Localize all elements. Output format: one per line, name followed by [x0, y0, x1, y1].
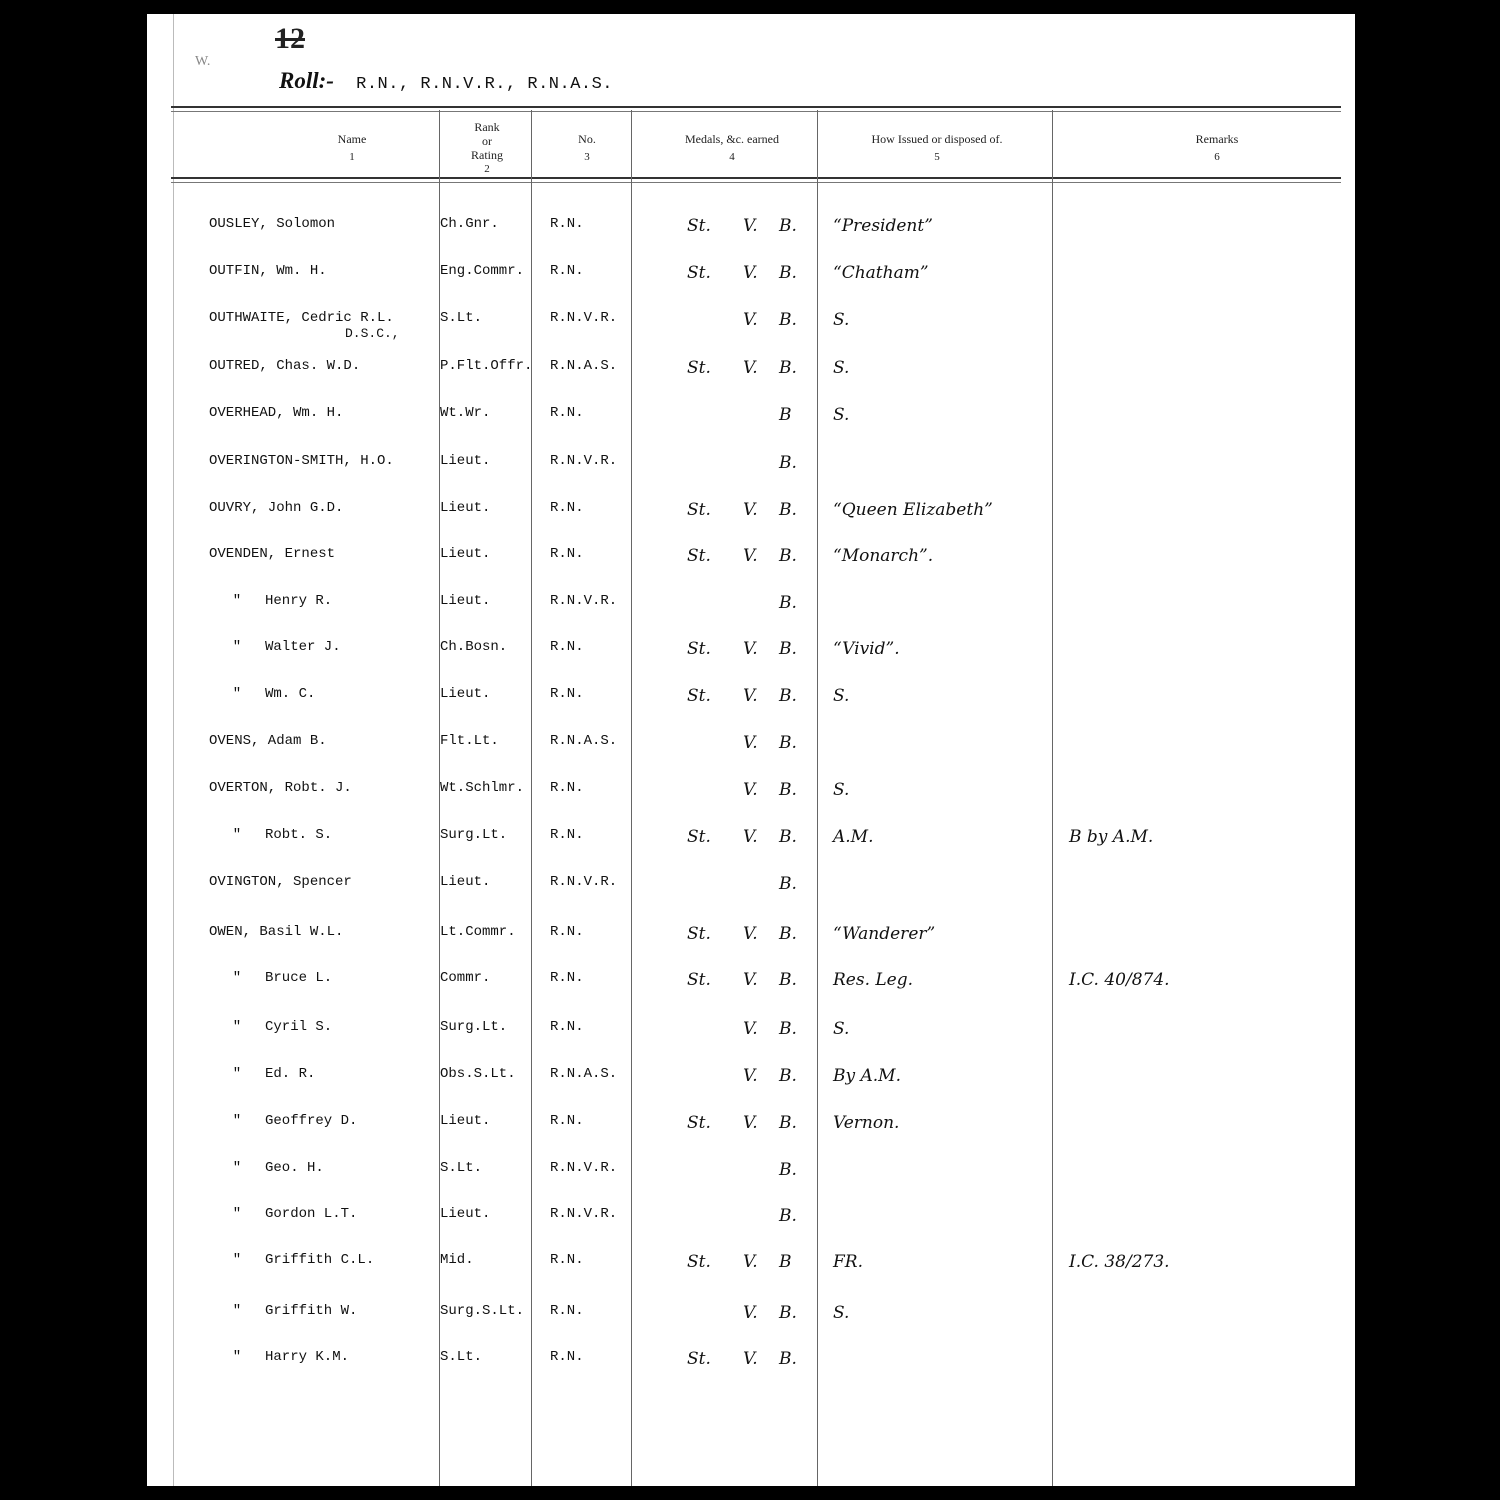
entry-name [209, 1206, 357, 1222]
medal-star: St. [687, 500, 711, 520]
entry-rank: Surg.Lt. [440, 827, 508, 843]
name-text: OWEN, Basil W.L. [209, 924, 344, 940]
entry-name [209, 500, 343, 516]
medal-star: St. [687, 924, 711, 944]
medal-star: St. [687, 686, 711, 706]
medal-british-war: B. [779, 453, 797, 473]
medal-british-war: B. [779, 263, 797, 283]
entry-name [209, 924, 343, 940]
entry-name [209, 263, 327, 279]
ditto-mark: " [232, 1252, 242, 1268]
entry-service: R.N. [550, 263, 584, 279]
header-top-rule-2 [171, 111, 1341, 112]
entry-issued: S. [833, 358, 850, 378]
entry-rank: Lieut. [440, 686, 491, 702]
medal-victory: V. [743, 1303, 758, 1323]
name-text: OVERHEAD, Wm. H. [209, 405, 344, 421]
medal-victory: V. [743, 546, 758, 566]
medal-victory: V. [743, 1252, 758, 1272]
medal-british-war: B. [779, 1160, 797, 1180]
medal-star: St. [687, 1349, 711, 1369]
name-text: OVERINGTON-SMITH, H.O. [209, 453, 394, 469]
medal-star: St. [687, 1252, 711, 1272]
entry-service: R.N. [550, 827, 584, 843]
entry-rank: Flt.Lt. [440, 733, 499, 749]
medal-british-war: B. [779, 874, 797, 894]
column-header-remarks: Remarks 6 [1195, 132, 1239, 163]
entry-service: R.N.V.R. [550, 310, 618, 326]
entry-rank: Ch.Bosn. [440, 639, 508, 655]
entry-name [209, 405, 343, 421]
entry-service: R.N.V.R. [550, 1160, 618, 1176]
column-header-name: Name 1 [337, 132, 367, 163]
ditto-mark: " [232, 639, 242, 655]
name-text: Wm. C. [265, 686, 316, 702]
name-text: OVINGTON, Spencer [209, 874, 352, 890]
entry-name [209, 780, 352, 796]
header-top-rule [171, 106, 1341, 108]
entry-name [209, 593, 332, 609]
table-row [147, 924, 1355, 954]
roll-heading [279, 68, 613, 94]
entry-name [209, 1303, 357, 1319]
ditto-mark: " [232, 827, 242, 843]
medal-victory: V. [743, 1066, 758, 1086]
entry-service: R.N. [550, 924, 584, 940]
medal-british-war: B. [779, 500, 797, 520]
name-text: OUVRY, John G.D. [209, 500, 344, 516]
medal-british-war: B. [779, 216, 797, 236]
entry-name [209, 733, 327, 749]
name-text: OUTFIN, Wm. H. [209, 263, 327, 279]
table-row [147, 1160, 1355, 1190]
name-text: Griffith W. [265, 1303, 358, 1319]
corner-mark: W. [195, 54, 211, 69]
entry-service: R.N. [550, 1113, 584, 1129]
entry-rank: Lieut. [440, 593, 491, 609]
table-row [147, 358, 1355, 388]
medal-star: St. [687, 546, 711, 566]
entry-name [209, 1113, 357, 1129]
ditto-mark: " [232, 1349, 242, 1365]
table-row [147, 453, 1355, 483]
entry-name [209, 639, 341, 655]
medal-british-war: B. [779, 733, 797, 753]
entry-rank: S.Lt. [440, 1349, 483, 1365]
table-row [147, 874, 1355, 904]
medal-british-war: B. [779, 1113, 797, 1133]
table-row [147, 970, 1355, 1000]
entry-name [209, 1349, 349, 1365]
entry-issued: S. [833, 1303, 850, 1323]
entry-issued: “Wanderer” [833, 924, 936, 944]
table-row [147, 1303, 1355, 1333]
entry-name [209, 216, 335, 232]
entry-service: R.N.A.S. [550, 1066, 618, 1082]
table-row [147, 500, 1355, 530]
table-row [147, 1252, 1355, 1282]
table-row [147, 263, 1355, 293]
entry-issued: Res. Leg. [833, 970, 914, 990]
medal-british-war: B. [779, 827, 797, 847]
medal-victory: V. [743, 500, 758, 520]
ditto-mark: " [232, 1113, 242, 1129]
entry-name [209, 827, 332, 843]
table-row [147, 733, 1355, 763]
entry-name [209, 874, 352, 890]
entry-rank: Mid. [440, 1252, 474, 1268]
entry-name [209, 970, 332, 986]
medal-victory: V. [743, 924, 758, 944]
column-header-rank: Rank or Rating 2 [471, 120, 503, 175]
table-row [147, 1206, 1355, 1236]
entry-rank: P.Flt.Offr. [440, 358, 533, 374]
entry-rank: Wt.Wr. [440, 405, 491, 421]
entry-rank: Surg.S.Lt. [440, 1303, 525, 1319]
medal-british-war: B. [779, 546, 797, 566]
medal-victory: V. [743, 827, 758, 847]
column-header-issued: How Issued or disposed of. 5 [871, 132, 1003, 163]
entry-service: R.N. [550, 500, 584, 516]
entry-service: R.N. [550, 216, 584, 232]
entry-name [209, 686, 315, 702]
entry-rank: Ch.Gnr. [440, 216, 499, 232]
entry-name [209, 453, 394, 469]
medal-british-war: B. [779, 1066, 797, 1086]
entry-service: R.N. [550, 1019, 584, 1035]
ditto-mark: " [232, 686, 242, 702]
entry-issued: “Chatham” [833, 263, 929, 283]
entry-issued: Vernon. [833, 1113, 900, 1133]
entry-name [209, 358, 360, 374]
entry-issued: “Queen Elizabeth” [833, 500, 993, 520]
medal-victory: V. [743, 1349, 758, 1369]
name-text: Geoffrey D. [265, 1113, 358, 1129]
table-row [147, 639, 1355, 669]
medal-british-war: B. [779, 780, 797, 800]
name-text: OVERTON, Robt. J. [209, 780, 352, 796]
table-row [147, 310, 1355, 340]
medal-star: St. [687, 358, 711, 378]
roll-sheet [147, 14, 1355, 1486]
entry-issued: S. [833, 405, 850, 425]
medal-british-war: B. [779, 924, 797, 944]
table-row [147, 405, 1355, 435]
medal-british-war: B. [779, 639, 797, 659]
name-text: OUSLEY, Solomon [209, 216, 336, 232]
entry-service: R.N.A.S. [550, 358, 618, 374]
medal-british-war: B. [779, 1303, 797, 1323]
medal-star: St. [687, 827, 711, 847]
medal-victory: V. [743, 1113, 758, 1133]
header-bottom-rule [171, 177, 1341, 179]
entry-rank: Lieut. [440, 546, 491, 562]
name-text: Walter J. [265, 639, 341, 655]
entry-service: R.N.V.R. [550, 1206, 618, 1222]
entry-issued: By A.M. [833, 1066, 901, 1086]
table-row [147, 1019, 1355, 1049]
medal-british-war: B. [779, 358, 797, 378]
page-number: 12 [275, 22, 305, 55]
entry-name [209, 1019, 332, 1035]
entry-rank: S.Lt. [440, 1160, 483, 1176]
header-bottom-rule-2 [171, 182, 1341, 183]
entry-service: R.N.V.R. [550, 453, 618, 469]
entry-service: R.N.V.R. [550, 874, 618, 890]
entry-service: R.N. [550, 1252, 584, 1268]
entry-issued: S. [833, 310, 850, 330]
medal-victory: V. [743, 216, 758, 236]
entry-rank: Lt.Commr. [440, 924, 516, 940]
medal-victory: V. [743, 263, 758, 283]
medal-british-war: B. [779, 970, 797, 990]
roll-value: R.N., R.N.V.R., R.N.A.S. [356, 75, 613, 94]
name-text: Griffith C.L. [265, 1252, 375, 1268]
name-text: Gordon L.T. [265, 1206, 358, 1222]
table-row [147, 593, 1355, 623]
medal-victory: V. [743, 686, 758, 706]
medal-victory: V. [743, 733, 758, 753]
entry-name [209, 1252, 374, 1268]
table-row [147, 1113, 1355, 1143]
medal-star: St. [687, 263, 711, 283]
name-text: Cyril S. [265, 1019, 333, 1035]
ditto-mark: " [232, 1160, 242, 1176]
column-header-medals: Medals, &c. earned 4 [685, 132, 779, 163]
entry-rank: Lieut. [440, 874, 491, 890]
entry-rank: Lieut. [440, 453, 491, 469]
entry-remarks: I.C. 38/273. [1069, 1252, 1170, 1272]
entry-rank: Eng.Commr. [440, 263, 525, 279]
entry-service: R.N. [550, 970, 584, 986]
entry-issued: “Vivid”. [833, 639, 900, 659]
table-row [147, 686, 1355, 716]
medal-victory: V. [743, 358, 758, 378]
table-row [147, 1066, 1355, 1096]
entry-rank: Surg.Lt. [440, 1019, 508, 1035]
name-text: OUTRED, Chas. W.D. [209, 358, 361, 374]
entry-remarks: I.C. 40/874. [1069, 970, 1170, 990]
entry-name [209, 546, 335, 562]
medal-british-war: B [779, 405, 792, 425]
medal-victory: V. [743, 1019, 758, 1039]
ditto-mark: " [232, 1019, 242, 1035]
medal-british-war: B. [779, 686, 797, 706]
entry-name [209, 310, 394, 326]
ditto-mark: " [232, 970, 242, 986]
entry-name-suffix: D.S.C., [345, 326, 400, 341]
medal-star: St. [687, 639, 711, 659]
entry-rank: Commr. [440, 970, 491, 986]
ditto-mark: " [232, 1066, 242, 1082]
medal-victory: V. [743, 780, 758, 800]
entry-service: R.N. [550, 780, 584, 796]
ditto-mark: " [232, 593, 242, 609]
medal-star: St. [687, 1113, 711, 1133]
entry-service: R.N. [550, 546, 584, 562]
name-text: Geo. H. [265, 1160, 324, 1176]
name-text: OVENS, Adam B. [209, 733, 327, 749]
medal-victory: V. [743, 310, 758, 330]
medal-star: St. [687, 970, 711, 990]
medal-british-war: B. [779, 1019, 797, 1039]
medal-victory: V. [743, 970, 758, 990]
entry-issued: FR. [833, 1252, 863, 1272]
name-text: OUTHWAITE, Cedric R.L. [209, 310, 394, 326]
column-header-no: No. 3 [578, 132, 596, 163]
entry-remarks: B by A.M. [1069, 827, 1154, 847]
entry-name [209, 1160, 324, 1176]
name-text: Robt. S. [265, 827, 333, 843]
entry-rank: Wt.Schlmr. [440, 780, 525, 796]
name-text: Harry K.M. [265, 1349, 350, 1365]
entry-issued: S. [833, 1019, 850, 1039]
entry-service: R.N. [550, 686, 584, 702]
entry-rank: Lieut. [440, 500, 491, 516]
table-row [147, 216, 1355, 246]
medal-victory: V. [743, 639, 758, 659]
entry-service: R.N. [550, 639, 584, 655]
name-text: Bruce L. [265, 970, 333, 986]
entry-service: R.N. [550, 1303, 584, 1319]
table-row [147, 1349, 1355, 1379]
entry-service: R.N.A.S. [550, 733, 618, 749]
entry-service: R.N. [550, 405, 584, 421]
entry-rank: Lieut. [440, 1113, 491, 1129]
entry-rank: Obs.S.Lt. [440, 1066, 516, 1082]
entry-issued: S. [833, 780, 850, 800]
medal-british-war: B. [779, 1206, 797, 1226]
entry-service: R.N.V.R. [550, 593, 618, 609]
table-row [147, 780, 1355, 810]
ditto-mark: " [232, 1303, 242, 1319]
medal-star: St. [687, 216, 711, 236]
name-text: OVENDEN, Ernest [209, 546, 336, 562]
entry-rank: Lieut. [440, 1206, 491, 1222]
table-row [147, 546, 1355, 576]
ditto-mark: " [232, 1206, 242, 1222]
medal-british-war: B. [779, 1349, 797, 1369]
entry-issued: “Monarch”. [833, 546, 934, 566]
medal-british-war: B [779, 1252, 792, 1272]
entry-issued: S. [833, 686, 850, 706]
entry-rank: S.Lt. [440, 310, 483, 326]
table-row [147, 827, 1355, 857]
name-text: Ed. R. [265, 1066, 316, 1082]
entry-name [209, 1066, 315, 1082]
entry-issued: “President” [833, 216, 933, 236]
medal-british-war: B. [779, 310, 797, 330]
medal-british-war: B. [779, 593, 797, 613]
entry-service: R.N. [550, 1349, 584, 1365]
roll-label: Roll:- [279, 68, 334, 93]
name-text: Henry R. [265, 593, 333, 609]
entry-issued: A.M. [833, 827, 874, 847]
